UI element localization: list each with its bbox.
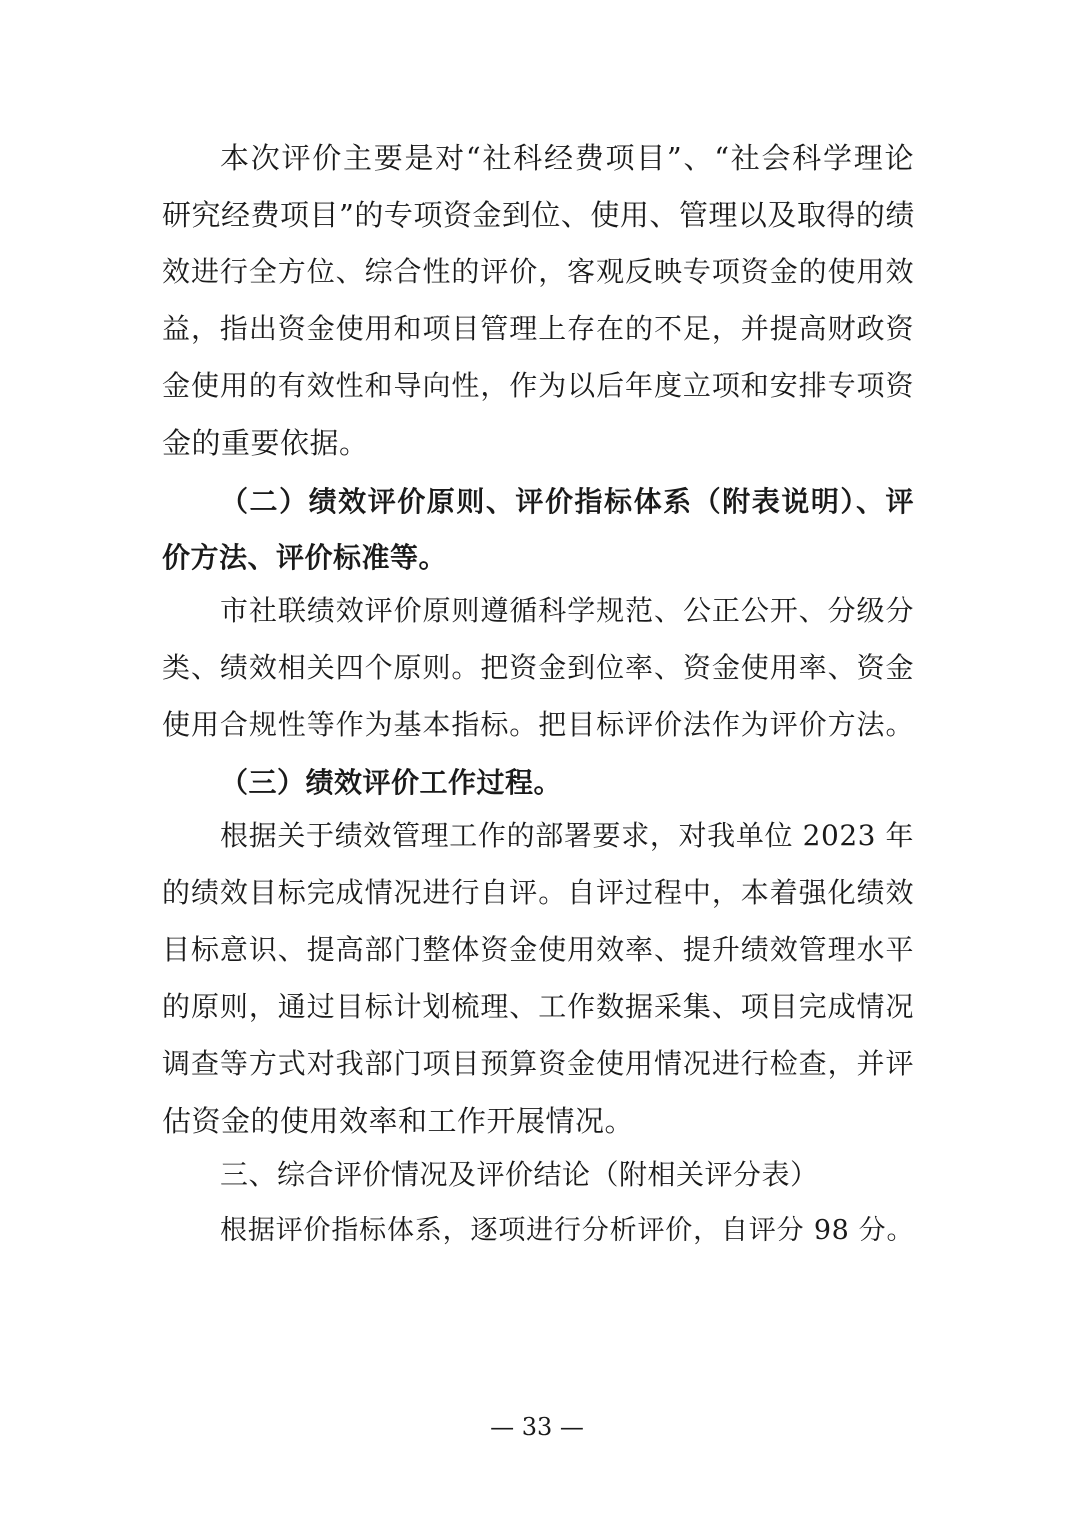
section-heading: 三、综合评价情况及评价结论（附相关评分表） bbox=[220, 1158, 819, 1191]
subsection-heading: （二）绩效评价原则、评价指标体系（附表说明）、评 bbox=[220, 485, 914, 518]
paragraph-line: 金的重要依据。 bbox=[162, 426, 369, 460]
paragraph-line: 的绩效目标完成情况进行自评。自评过程中，本着强化绩效 bbox=[162, 876, 914, 909]
subsection-heading: （三）绩效评价工作过程。 bbox=[220, 766, 563, 799]
paragraph-line: 使用合规性等作为基本指标。把目标评价法作为评价方法。 bbox=[162, 708, 914, 741]
paragraph-line: 市社联绩效评价原则遵循科学规范、公正公开、分级分 bbox=[220, 594, 914, 627]
paragraph-line: 类、绩效相关四个原则。把资金到位率、资金使用率、资金 bbox=[162, 651, 914, 684]
paragraph-line: 调查等方式对我部门项目预算资金使用情况进行检查，并评 bbox=[162, 1047, 914, 1080]
paragraph-line: 的原则，通过目标计划梳理、工作数据采集、项目完成情况 bbox=[162, 990, 914, 1023]
paragraph-line: 研究经费项目”的专项资金到位、使用、管理以及取得的绩 bbox=[162, 198, 915, 232]
paragraph-line: 益，指出资金使用和项目管理上存在的不足，并提高财政资 bbox=[162, 312, 914, 345]
subsection-heading: 价方法、评价标准等。 bbox=[162, 541, 448, 574]
paragraph-line: 估资金的使用效率和工作开展情况。 bbox=[162, 1104, 635, 1138]
paragraph-line: 根据评价指标体系，逐项进行分析评价，自评分 98 分。 bbox=[220, 1215, 914, 1246]
paragraph-line: 效进行全方位、综合性的评价，客观反映专项资金的使用效 bbox=[162, 255, 914, 288]
paragraph-line: 根据关于绩效管理工作的部署要求，对我单位 2023 年 bbox=[220, 819, 914, 852]
page-number: — 33 — bbox=[490, 1413, 584, 1441]
paragraph-line: 本次评价主要是对“社科经费项目”、“社会科学理论 bbox=[220, 141, 914, 175]
paragraph-line: 金使用的有效性和导向性，作为以后年度立项和安排专项资 bbox=[162, 369, 914, 402]
paragraph-line: 目标意识、提高部门整体资金使用效率、提升绩效管理水平 bbox=[162, 933, 914, 966]
